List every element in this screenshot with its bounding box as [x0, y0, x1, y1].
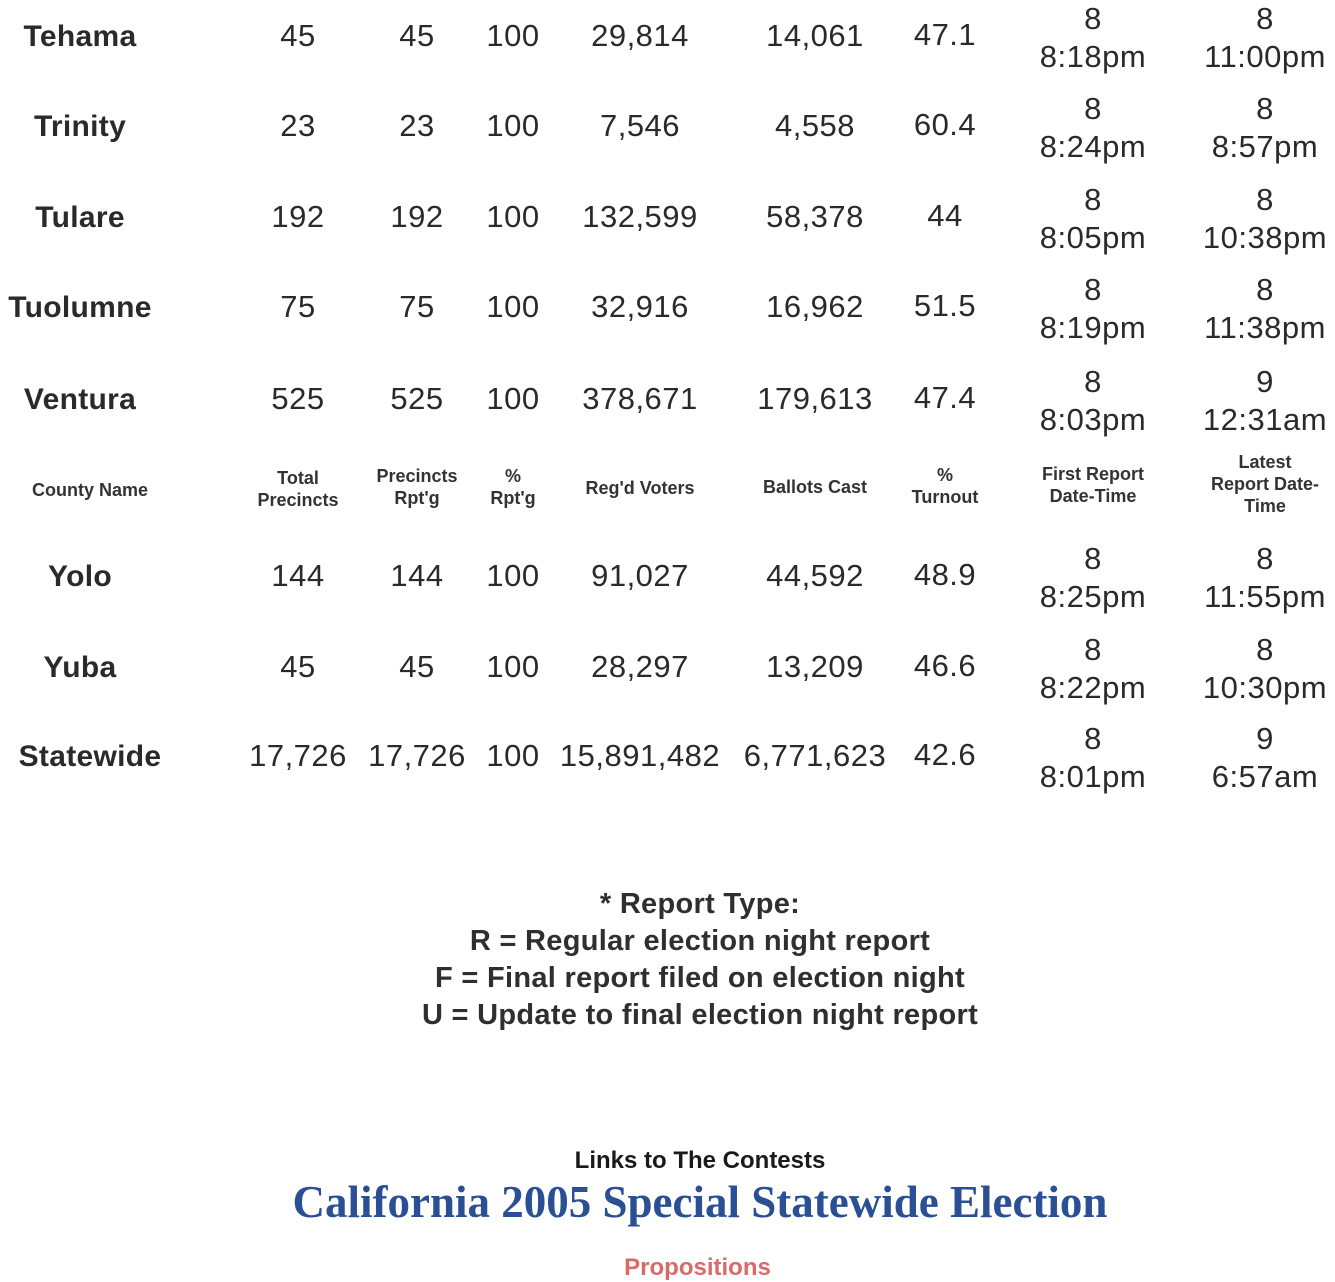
total-precincts: 525	[271, 381, 325, 416]
county-name: Tuolumne	[8, 291, 152, 324]
table-row	[0, 0, 1335, 90]
header-registered-voters: Reg'd Voters	[585, 478, 695, 498]
latest-report-datetime-day: 9	[1256, 721, 1274, 756]
legend-item-u: U = Update to final election night report	[421, 999, 979, 1031]
header-latest-report	[1211, 451, 1319, 517]
header-percent-reporting-line: %	[504, 466, 522, 486]
percent-reporting: 100	[486, 108, 540, 143]
propositions-link[interactable]: Propositions	[624, 1254, 771, 1281]
registered-voters: 378,671	[582, 381, 698, 416]
percent-reporting: 100	[486, 738, 540, 773]
first-report-datetime	[1040, 540, 1146, 616]
ballots-cast: 44,592	[766, 558, 864, 593]
header-percent-reporting-line: Rpt'g	[490, 488, 536, 508]
latest-report-datetime-time: 11:55pm	[1204, 579, 1326, 614]
registered-voters: 91,027	[591, 558, 689, 593]
latest-report-datetime-day: 8	[1256, 632, 1274, 667]
latest-report-datetime-time: 8:57pm	[1211, 129, 1319, 164]
precincts-reporting: 75	[399, 289, 435, 324]
precincts-reporting: 144	[390, 558, 444, 593]
percent-reporting: 100	[486, 381, 540, 416]
header-percent-turnout-line: %	[936, 465, 954, 485]
precincts-reporting: 45	[399, 18, 435, 53]
header-percent-reporting	[490, 465, 535, 509]
percent-reporting: 100	[486, 289, 540, 324]
first-report-datetime	[1040, 0, 1146, 76]
percent-reporting: 100	[486, 649, 540, 684]
header-latest-report-line: Report Date-	[1210, 474, 1320, 494]
first-report-datetime	[1040, 90, 1146, 166]
latest-report-datetime-day: 8	[1256, 272, 1274, 307]
precincts-reporting: 192	[390, 199, 444, 234]
latest-report-datetime-time: 12:31am	[1202, 402, 1328, 437]
percent-turnout: 42.6	[913, 737, 977, 772]
percent-turnout: 48.9	[913, 557, 977, 592]
header-precincts-reporting-line: Rpt'g	[394, 488, 440, 508]
registered-voters: 28,297	[591, 649, 689, 684]
first-report-datetime-time: 8:24pm	[1039, 129, 1147, 164]
legend-item-r: R = Regular election night report	[469, 925, 931, 957]
first-report-datetime-day: 8	[1084, 541, 1102, 576]
latest-report-datetime	[1212, 90, 1318, 166]
county-name: Trinity	[33, 110, 127, 143]
first-report-datetime	[1040, 181, 1146, 257]
header-latest-report-line: Time	[1244, 496, 1286, 516]
first-report-datetime-day: 8	[1084, 364, 1102, 399]
header-total-precincts	[257, 467, 338, 511]
first-report-datetime-time: 8:22pm	[1039, 670, 1147, 705]
first-report-datetime-time: 8:19pm	[1039, 310, 1147, 345]
total-precincts: 45	[280, 649, 316, 684]
table-header	[0, 454, 1335, 524]
total-precincts: 75	[280, 289, 316, 324]
table-row	[0, 90, 1335, 180]
first-report-datetime-time: 8:05pm	[1039, 220, 1147, 255]
percent-reporting: 100	[486, 558, 540, 593]
first-report-datetime-time: 8:01pm	[1039, 759, 1147, 794]
percent-turnout: 47.1	[913, 17, 977, 52]
header-total-precincts-line: Precincts	[257, 490, 339, 510]
first-report-datetime-time: 8:03pm	[1039, 402, 1147, 437]
table-row	[0, 540, 1335, 630]
registered-voters: 132,599	[582, 199, 698, 234]
latest-report-datetime-day: 8	[1256, 182, 1274, 217]
percent-turnout: 44	[927, 198, 963, 233]
ballots-cast: 58,378	[766, 199, 864, 234]
ballots-cast: 13,209	[766, 649, 864, 684]
first-report-datetime	[1040, 363, 1146, 439]
registered-voters: 32,916	[591, 289, 689, 324]
percent-reporting: 100	[486, 199, 540, 234]
ballots-cast: 4,558	[774, 108, 856, 143]
registered-voters: 15,891,482	[559, 738, 721, 773]
latest-report-datetime-time: 10:30pm	[1202, 670, 1328, 705]
header-ballots-cast: Ballots Cast	[762, 477, 868, 497]
total-precincts: 17,726	[249, 738, 347, 773]
percent-reporting: 100	[486, 18, 540, 53]
precincts-reporting: 17,726	[368, 738, 466, 773]
report-type-legend	[0, 886, 1335, 1034]
latest-report-datetime-day: 8	[1256, 91, 1274, 126]
latest-report-datetime-day: 8	[1256, 1, 1274, 36]
latest-report-datetime	[1204, 271, 1326, 347]
ballots-cast: 6,771,623	[743, 738, 887, 773]
table-row	[0, 363, 1335, 453]
county-name: Tulare	[35, 201, 125, 234]
header-first-report-line: First Report	[1041, 464, 1145, 484]
county-name: Statewide	[18, 740, 162, 773]
latest-report-datetime	[1204, 0, 1326, 76]
total-precincts: 23	[280, 108, 316, 143]
registered-voters: 7,546	[599, 108, 681, 143]
table-row	[0, 631, 1335, 721]
percent-turnout: 60.4	[913, 107, 977, 142]
first-report-datetime-time: 8:25pm	[1039, 579, 1147, 614]
first-report-datetime-day: 8	[1084, 721, 1102, 756]
total-precincts: 45	[280, 18, 316, 53]
percent-turnout: 47.4	[913, 380, 977, 415]
latest-report-datetime	[1212, 720, 1318, 796]
latest-report-datetime	[1203, 363, 1327, 439]
county-name: Yuba	[43, 651, 117, 684]
ballots-cast: 179,613	[757, 381, 873, 416]
latest-report-datetime-time: 11:00pm	[1204, 39, 1326, 74]
first-report-datetime-day: 8	[1084, 632, 1102, 667]
ballots-cast: 16,962	[766, 289, 864, 324]
percent-turnout: 46.6	[913, 648, 977, 683]
ballots-cast: 14,061	[766, 18, 864, 53]
table-row	[0, 181, 1335, 271]
first-report-datetime-time: 8:18pm	[1039, 39, 1147, 74]
latest-report-datetime-day: 9	[1256, 364, 1274, 399]
header-latest-report-line: Latest	[1238, 452, 1292, 472]
header-total-precincts-line: Total	[277, 468, 319, 488]
registered-voters: 29,814	[591, 18, 689, 53]
first-report-datetime-day: 8	[1084, 182, 1102, 217]
first-report-datetime-day: 8	[1084, 272, 1102, 307]
header-first-report	[1042, 463, 1144, 507]
precincts-reporting: 525	[390, 381, 444, 416]
latest-report-datetime	[1204, 540, 1326, 616]
links-heading: Links to The Contests	[574, 1147, 826, 1174]
first-report-datetime	[1040, 271, 1146, 347]
total-precincts: 144	[271, 558, 325, 593]
county-name: Yolo	[48, 560, 112, 593]
precincts-reporting: 23	[399, 108, 435, 143]
election-title: California 2005 Special Statewide Election	[292, 1177, 1108, 1227]
header-precincts-reporting-line: Precincts	[376, 466, 458, 486]
first-report-datetime	[1040, 631, 1146, 707]
header-county-name: County Name	[31, 480, 149, 500]
percent-turnout: 51.5	[913, 288, 977, 323]
first-report-datetime-day: 8	[1084, 1, 1102, 36]
legend-item-f: F = Final report filed on election night	[435, 962, 965, 994]
county-name: Tehama	[23, 20, 137, 53]
header-first-report-line: Date-Time	[1049, 486, 1137, 506]
legend-title: * Report Type:	[599, 888, 801, 920]
table-row	[0, 271, 1335, 361]
latest-report-datetime	[1203, 631, 1327, 707]
latest-report-datetime-time: 6:57am	[1211, 759, 1319, 794]
first-report-datetime-day: 8	[1084, 91, 1102, 126]
latest-report-datetime-time: 10:38pm	[1202, 220, 1328, 255]
county-name: Ventura	[23, 383, 137, 416]
first-report-datetime	[1040, 720, 1146, 796]
header-precincts-reporting	[376, 465, 457, 509]
latest-report-datetime-time: 11:38pm	[1204, 310, 1326, 345]
header-percent-turnout	[912, 464, 979, 508]
table-row	[0, 720, 1335, 810]
latest-report-datetime	[1203, 181, 1327, 257]
latest-report-datetime-day: 8	[1256, 541, 1274, 576]
header-percent-turnout-line: Turnout	[911, 487, 979, 507]
total-precincts: 192	[271, 199, 325, 234]
precincts-reporting: 45	[399, 649, 435, 684]
